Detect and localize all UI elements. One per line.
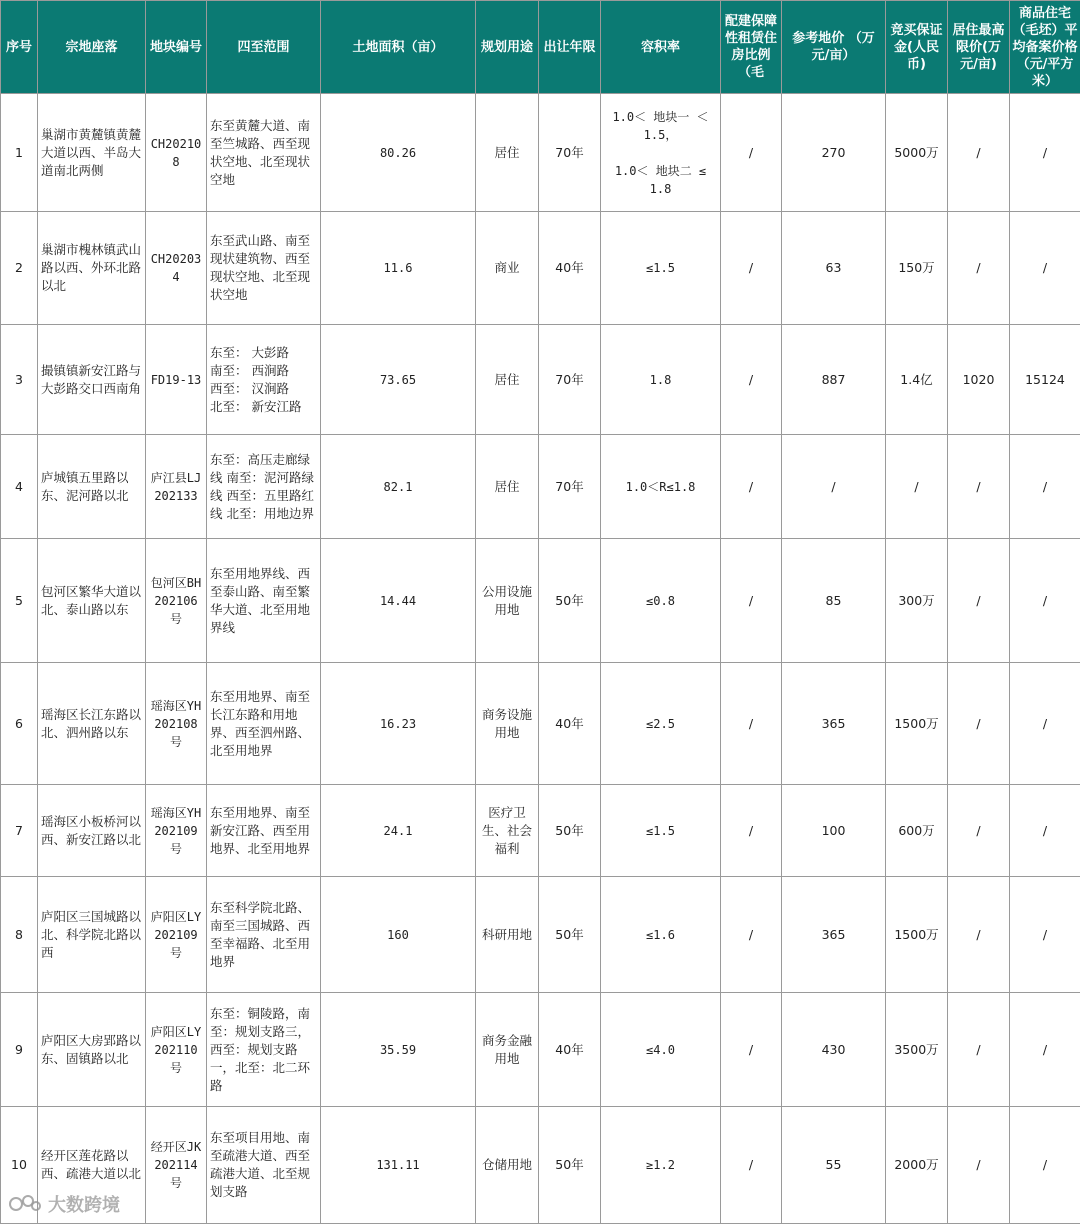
use-cell: 居住 xyxy=(476,325,539,435)
watermark-logo-icon xyxy=(8,1193,42,1215)
term-cell: 70年 xyxy=(539,435,601,539)
location-cell: 巢湖市槐林镇武山路以西、外环北路以北 xyxy=(38,212,146,325)
far-cell: ≥1.2 xyxy=(601,1107,721,1224)
cap-cell: / xyxy=(948,785,1010,877)
area-cell: 14.44 xyxy=(321,539,476,663)
deposit-cell: 3500万 xyxy=(886,993,948,1107)
far-cell: ≤2.5 xyxy=(601,663,721,785)
term-cell: 50年 xyxy=(539,539,601,663)
ratio-cell: / xyxy=(721,663,782,785)
code-cell: CH202034 xyxy=(146,212,207,325)
far-cell: ≤4.0 xyxy=(601,993,721,1107)
term-cell: 50年 xyxy=(539,1107,601,1224)
ratio-cell: / xyxy=(721,539,782,663)
avg-cell: / xyxy=(1010,1107,1080,1224)
location-cell: 巢湖市黄麓镇黄麓大道以西、半岛大道南北两侧 xyxy=(38,94,146,212)
code-cell: 包河区BH202106号 xyxy=(146,539,207,663)
price-cell: 55 xyxy=(782,1107,886,1224)
bounds-cell: 东至用地界线、西至泰山路、南至繁华大道、北至用地界线 xyxy=(207,539,321,663)
term-cell: 40年 xyxy=(539,993,601,1107)
avg-cell: / xyxy=(1010,212,1080,325)
use-cell: 居住 xyxy=(476,94,539,212)
far-cell: ≤0.8 xyxy=(601,539,721,663)
bounds-cell: 东至： 大彭路 南至： 西涧路 西至： 汉涧路 北至： 新安江路 xyxy=(207,325,321,435)
table-row xyxy=(1,993,1080,1107)
watermark xyxy=(8,1191,120,1217)
deposit-cell: 1500万 xyxy=(886,877,948,993)
location-cell: 庐阳区三国城路以北、科学院北路以西 xyxy=(38,877,146,993)
row-no-cell: 6 xyxy=(1,663,38,785)
bounds-cell: 东至：铜陵路，南至：规划支路三，西至：规划支路一，北至：北二环路 xyxy=(207,993,321,1107)
area-cell: 24.1 xyxy=(321,785,476,877)
header-no: 序号 xyxy=(1,1,38,94)
term-cell: 50年 xyxy=(539,785,601,877)
table-row xyxy=(1,435,1080,539)
table-row xyxy=(1,663,1080,785)
area-cell: 73.65 xyxy=(321,325,476,435)
area-cell: 131.11 xyxy=(321,1107,476,1224)
location-cell: 庐城镇五里路以东、泥河路以北 xyxy=(38,435,146,539)
header-far: 容积率 xyxy=(601,1,721,94)
bounds-cell: 东至黄麓大道、南至竺城路、西至现状空地、北至现状空地 xyxy=(207,94,321,212)
table-row xyxy=(1,212,1080,325)
ratio-cell: / xyxy=(721,435,782,539)
row-no-cell: 5 xyxy=(1,539,38,663)
avg-cell: / xyxy=(1010,785,1080,877)
ratio-cell: / xyxy=(721,877,782,993)
far-cell: 1.8 xyxy=(601,325,721,435)
use-cell: 商务金融用地 xyxy=(476,993,539,1107)
deposit-cell: 5000万 xyxy=(886,94,948,212)
deposit-cell: 600万 xyxy=(886,785,948,877)
table-row xyxy=(1,877,1080,993)
watermark-text: 大数跨境 xyxy=(48,1191,120,1217)
far-cell: 1.0＜R≤1.8 xyxy=(601,435,721,539)
location-cell: 瑶海区长江东路以北、泗州路以东 xyxy=(38,663,146,785)
ratio-cell: / xyxy=(721,1107,782,1224)
cap-cell: / xyxy=(948,993,1010,1107)
cap-cell: / xyxy=(948,539,1010,663)
avg-cell: / xyxy=(1010,435,1080,539)
header-cap: 居住最高限价(万元/亩) xyxy=(948,1,1010,94)
far-cell: ≤1.5 xyxy=(601,212,721,325)
code-cell: 庐江县LJ202133 xyxy=(146,435,207,539)
avg-cell: / xyxy=(1010,993,1080,1107)
use-cell: 商业 xyxy=(476,212,539,325)
table-row xyxy=(1,785,1080,877)
avg-cell: 15124 xyxy=(1010,325,1080,435)
price-cell: / xyxy=(782,435,886,539)
row-no-cell: 7 xyxy=(1,785,38,877)
use-cell: 居住 xyxy=(476,435,539,539)
cap-cell: / xyxy=(948,1107,1010,1224)
row-no-cell: 9 xyxy=(1,993,38,1107)
table-row xyxy=(1,325,1080,435)
term-cell: 50年 xyxy=(539,877,601,993)
term-cell: 40年 xyxy=(539,663,601,785)
cap-cell: / xyxy=(948,435,1010,539)
row-no-cell: 2 xyxy=(1,212,38,325)
code-cell: 瑶海区YH202108号 xyxy=(146,663,207,785)
area-cell: 160 xyxy=(321,877,476,993)
area-cell: 16.23 xyxy=(321,663,476,785)
area-cell: 82.1 xyxy=(321,435,476,539)
table-row xyxy=(1,1107,1080,1224)
bounds-cell: 东至：高压走廊绿线 南至：泥河路绿线 西至：五里路红线 北至：用地边界 xyxy=(207,435,321,539)
use-cell: 公用设施用地 xyxy=(476,539,539,663)
term-cell: 70年 xyxy=(539,325,601,435)
header-deposit: 竞买保证金(人民币) xyxy=(886,1,948,94)
header-price: 参考地价 （万元/亩） xyxy=(782,1,886,94)
price-cell: 270 xyxy=(782,94,886,212)
use-cell: 仓储用地 xyxy=(476,1107,539,1224)
term-cell: 40年 xyxy=(539,212,601,325)
header-row xyxy=(1,1,1080,94)
ratio-cell: / xyxy=(721,212,782,325)
price-cell: 887 xyxy=(782,325,886,435)
far-cell: ≤1.5 xyxy=(601,785,721,877)
far-cell: ≤1.6 xyxy=(601,877,721,993)
header-avg: 商品住宅（毛坯）平均备案价格（元/平方米） xyxy=(1010,1,1080,94)
cap-cell: / xyxy=(948,877,1010,993)
header-term: 出让年限 xyxy=(539,1,601,94)
header-area: 土地面积（亩） xyxy=(321,1,476,94)
deposit-cell: / xyxy=(886,435,948,539)
code-cell: FD19-13 xyxy=(146,325,207,435)
header-ratio: 配建保障性租赁住房比例（毛 xyxy=(721,1,782,94)
avg-cell: / xyxy=(1010,94,1080,212)
price-cell: 365 xyxy=(782,877,886,993)
term-cell: 70年 xyxy=(539,94,601,212)
bounds-cell: 东至项目用地、南至疏港大道、西至疏港大道、北至规划支路 xyxy=(207,1107,321,1224)
location-cell: 经开区莲花路以西、疏港大道以北 xyxy=(38,1107,146,1224)
use-cell: 科研用地 xyxy=(476,877,539,993)
cap-cell: / xyxy=(948,663,1010,785)
header-code: 地块编号 xyxy=(146,1,207,94)
location-cell: 包河区繁华大道以北、泰山路以东 xyxy=(38,539,146,663)
cap-cell: / xyxy=(948,94,1010,212)
bounds-cell: 东至用地界、南至新安江路、西至用地界、北至用地界 xyxy=(207,785,321,877)
bounds-cell: 东至科学院北路、南至三国城路、西至幸福路、北至用地界 xyxy=(207,877,321,993)
bounds-cell: 东至用地界、南至长江东路和用地界、西至泗州路、北至用地界 xyxy=(207,663,321,785)
area-cell: 35.59 xyxy=(321,993,476,1107)
far-cell: 1.0＜ 地块一 ＜ 1.5， 1.0＜ 地块二 ≤ 1.8 xyxy=(601,94,721,212)
deposit-cell: 150万 xyxy=(886,212,948,325)
cap-cell: 1020 xyxy=(948,325,1010,435)
code-cell: 瑶海区YH202109号 xyxy=(146,785,207,877)
deposit-cell: 2000万 xyxy=(886,1107,948,1224)
row-no-cell: 4 xyxy=(1,435,38,539)
use-cell: 医疗卫生、社会福利 xyxy=(476,785,539,877)
ratio-cell: / xyxy=(721,325,782,435)
avg-cell: / xyxy=(1010,877,1080,993)
avg-cell: / xyxy=(1010,663,1080,785)
table-row xyxy=(1,539,1080,663)
bounds-cell: 东至武山路、南至现状建筑物、西至现状空地、北至现状空地 xyxy=(207,212,321,325)
location-cell: 瑶海区小板桥河以西、新安江路以北 xyxy=(38,785,146,877)
ratio-cell: / xyxy=(721,785,782,877)
price-cell: 100 xyxy=(782,785,886,877)
table-row xyxy=(1,94,1080,212)
code-cell: 庐阳区LY202110号 xyxy=(146,993,207,1107)
row-no-cell: 10 xyxy=(1,1107,38,1224)
price-cell: 63 xyxy=(782,212,886,325)
header-location: 宗地座落 xyxy=(38,1,146,94)
row-no-cell: 8 xyxy=(1,877,38,993)
price-cell: 365 xyxy=(782,663,886,785)
header-bounds: 四至范围 xyxy=(207,1,321,94)
deposit-cell: 1500万 xyxy=(886,663,948,785)
code-cell: CH202108 xyxy=(146,94,207,212)
row-no-cell: 1 xyxy=(1,94,38,212)
deposit-cell: 1.4亿 xyxy=(886,325,948,435)
code-cell: 庐阳区LY202109号 xyxy=(146,877,207,993)
use-cell: 商务设施用地 xyxy=(476,663,539,785)
area-cell: 80.26 xyxy=(321,94,476,212)
area-cell: 11.6 xyxy=(321,212,476,325)
ratio-cell: / xyxy=(721,993,782,1107)
cap-cell: / xyxy=(948,212,1010,325)
price-cell: 430 xyxy=(782,993,886,1107)
location-cell: 庐阳区大房郢路以东、固镇路以北 xyxy=(38,993,146,1107)
ratio-cell: / xyxy=(721,94,782,212)
avg-cell: / xyxy=(1010,539,1080,663)
row-no-cell: 3 xyxy=(1,325,38,435)
code-cell: 经开区JK202114号 xyxy=(146,1107,207,1224)
deposit-cell: 300万 xyxy=(886,539,948,663)
price-cell: 85 xyxy=(782,539,886,663)
location-cell: 撮镇镇新安江路与大彭路交口西南角 xyxy=(38,325,146,435)
header-use: 规划用途 xyxy=(476,1,539,94)
